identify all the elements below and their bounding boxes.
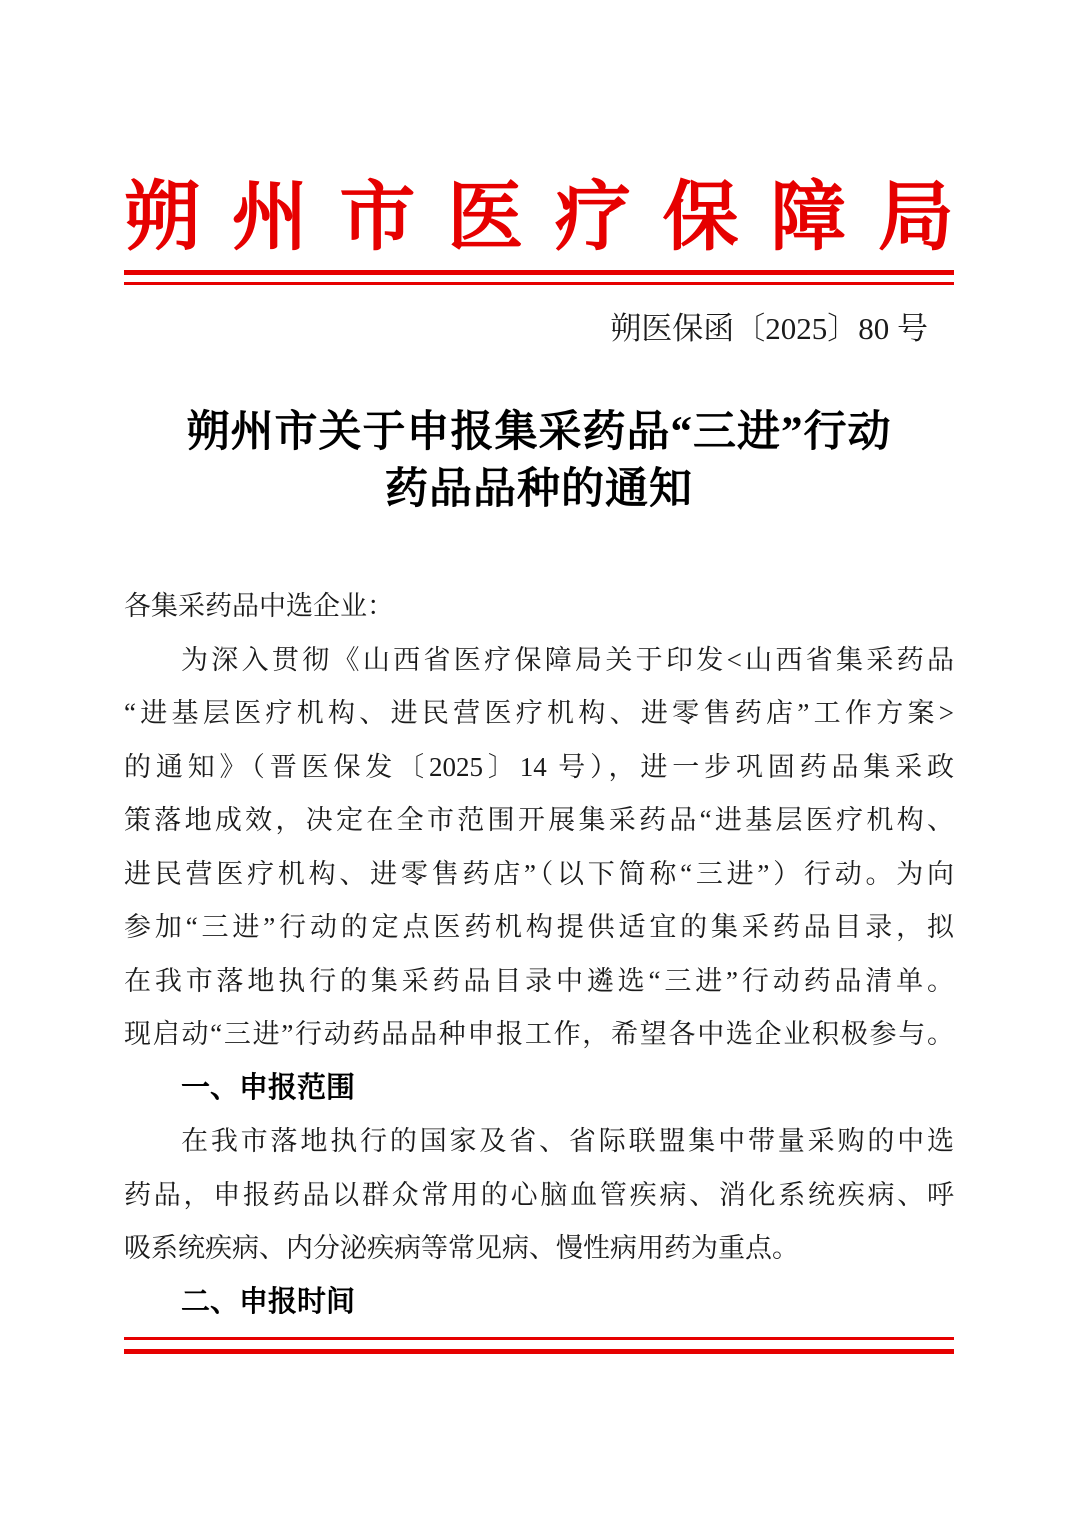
header-rule-thin [124, 282, 954, 285]
body-line: “进基层医疗机构、进民营医疗机构、进零售药店”工作方案> [124, 698, 954, 728]
body-line: 药品，申报药品以群众常用的心脑血管疾病、消化系统疾病、呼 [124, 1179, 954, 1210]
document-title [124, 404, 954, 518]
body-line: 的通知》（晋医保发〔2025〕14 号），进一步巩固药品集采政 [124, 751, 954, 782]
agency-char: 州 [231, 176, 308, 260]
body-line: 进民营医疗机构、进零售药店”（以下简称“三进”）行动。为向 [124, 858, 954, 889]
document-reference-number: 朔医保函〔2025〕80 号 [610, 311, 928, 346]
agency-char: 保 [662, 176, 739, 260]
agency-char: 朔 [124, 176, 200, 260]
body-line: 为深入贯彻《山西省医疗保障局关于印发<山西省集采药品 [181, 644, 954, 675]
body-line: 在我市落地执行的集采药品目录中遴选“三进”行动药品清单。 [124, 965, 954, 996]
agency-char: 医 [447, 176, 524, 260]
agency-char: 疗 [554, 176, 631, 260]
section-heading-declaration-time: 二、申报时间 [181, 1285, 356, 1318]
header-rule-thick [124, 270, 954, 275]
document-body [124, 580, 954, 1329]
agency-char: 市 [339, 176, 416, 260]
body-line: 吸系统疾病、内分泌疾病等常见病、慢性病用药为重点。 [124, 1233, 799, 1263]
salutation-line: 各集采药品中选企业： [124, 591, 394, 621]
document-title-line2: 药品品种的通知 [385, 466, 693, 513]
footer-rule-thin [124, 1337, 954, 1340]
section-heading-declaration-scope: 一、申报范围 [181, 1071, 356, 1104]
body-line: 策落地成效，决定在全市范围开展集采药品“进基层医疗机构、 [124, 805, 954, 835]
body-line: 现启动“三进”行动药品品种申报工作，希望各中选企业积极参与。 [124, 1019, 954, 1049]
letterhead-agency-name [124, 172, 954, 264]
document-title-line1: 朔州市关于申报集采药品“三进”行动 [186, 409, 892, 456]
body-line: 在我市落地执行的国家及省、省际联盟集中带量采购的中选 [181, 1126, 954, 1156]
agency-char: 障 [770, 176, 847, 260]
agency-char: 局 [877, 176, 954, 260]
body-line: 参加“三进”行动的定点医药机构提供适宜的集采药品目录，拟 [124, 912, 954, 942]
footer-rule-thick [124, 1349, 954, 1354]
